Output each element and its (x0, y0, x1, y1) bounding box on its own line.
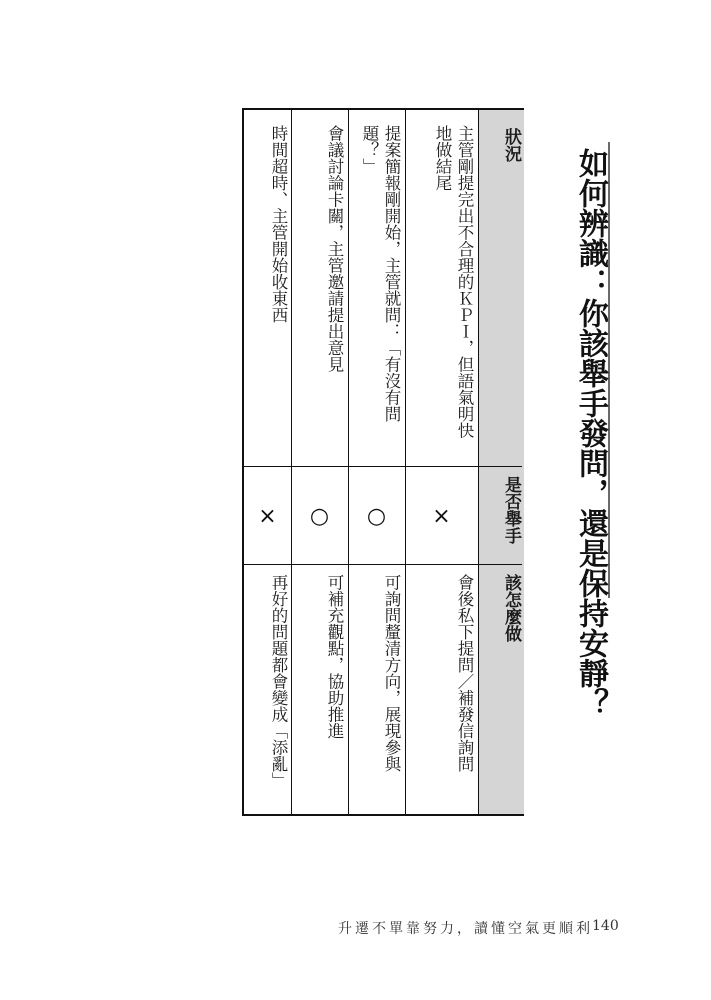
situation-table (242, 108, 524, 816)
how-cell-1 (409, 574, 475, 810)
how-line: 再好的問題都會變成「添亂」 (269, 574, 288, 789)
grid-line (478, 110, 479, 814)
title-rule (608, 142, 610, 598)
how-cell-4 (245, 574, 289, 810)
header-raise-hand: 是否舉手 (501, 476, 521, 544)
status-cell-4 (245, 125, 289, 465)
status-line: 會議討論卡關，主管邀請提出意見 (325, 125, 344, 373)
running-footer-title: 升遷不單靠努力，讀懂空氣更順利 (338, 921, 593, 937)
status-cell-1 (409, 125, 475, 465)
page-title: 如何辨識：你該舉手發問，還是保持安靜？ (573, 148, 608, 718)
raise-hand-mark-3: ○ (309, 504, 330, 529)
status-cell-3 (293, 125, 345, 465)
page-number: 140 (592, 918, 619, 934)
how-line: 可詢問釐清方向，展現參與 (382, 574, 401, 772)
raise-hand-mark-4: × (258, 504, 277, 529)
grid-line (405, 110, 406, 814)
how-cell-3 (293, 574, 345, 810)
table-header-column (478, 110, 524, 814)
raise-hand-mark-2: ○ (366, 504, 387, 529)
status-line: 題？」 (360, 125, 379, 175)
grid-line (244, 466, 522, 467)
raise-hand-mark-1: × (432, 504, 451, 529)
header-how: 該怎麼做 (501, 574, 521, 642)
how-cell-2 (350, 574, 402, 810)
grid-line (244, 564, 522, 565)
grid-line (291, 110, 292, 814)
how-line: 會後私下提問／補發信詢問 (455, 574, 474, 772)
status-line: 主管剛提完出不合理的ＫＰＩ，但語氣明快 (455, 125, 474, 439)
status-line: 提案簡報剛開始，主管就問：「有沒有問 (382, 125, 401, 422)
status-line: 時間超時、主管開始收東西 (269, 125, 288, 323)
how-line: 可補充觀點，協助推進 (325, 574, 344, 739)
header-status: 狀況 (501, 128, 521, 162)
grid-line (348, 110, 349, 814)
status-line: 地做結尾 (433, 125, 452, 191)
status-cell-2 (350, 125, 402, 465)
